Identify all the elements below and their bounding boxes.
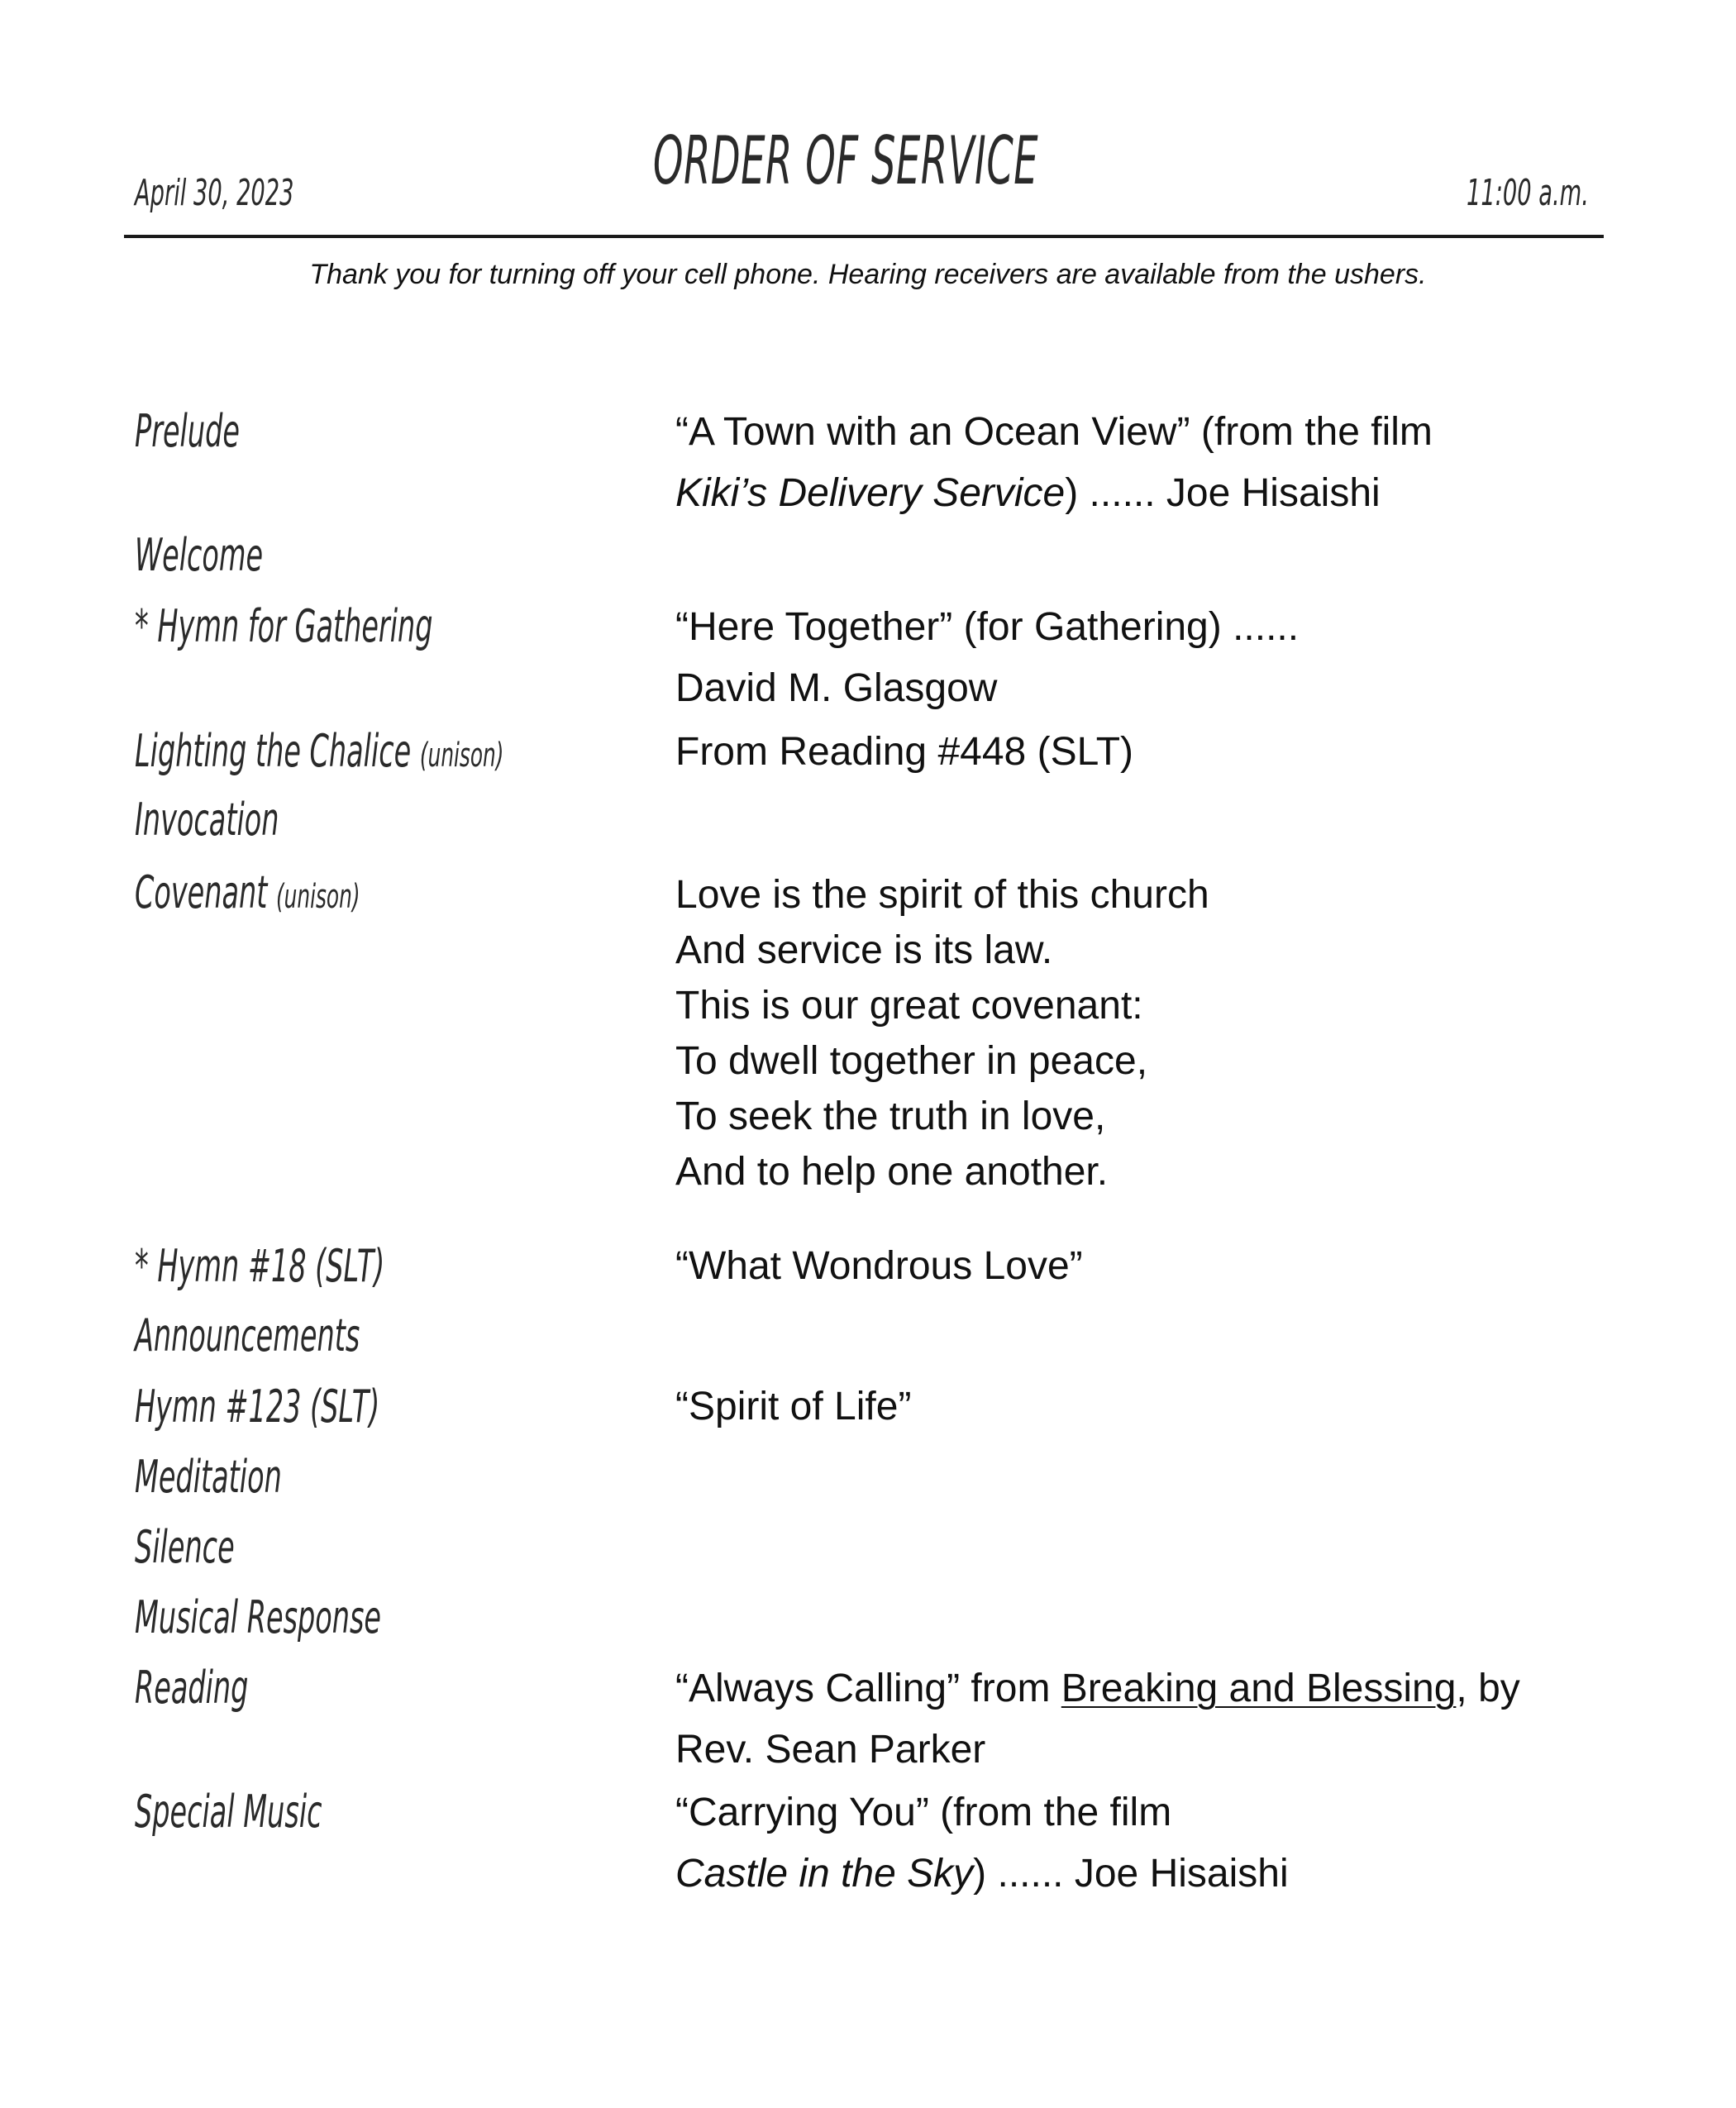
service-date: April 30, 2023 xyxy=(135,172,294,214)
label-lighting-chalice xyxy=(135,725,503,777)
covenant-line: This is our great covenant: xyxy=(675,984,1143,1028)
notice-text: Thank you for turning off your cell phone. Hearing receivers are available from the ushers. xyxy=(309,259,1427,290)
label-silence: Silence xyxy=(135,1521,235,1573)
label-reading: Reading xyxy=(135,1662,249,1714)
value-hymn-gathering xyxy=(675,597,1299,719)
covenant-line: To dwell together in peace, xyxy=(675,1039,1148,1083)
covenant-line: Love is the spirit of this church xyxy=(675,873,1209,917)
label-covenant xyxy=(135,866,360,918)
prelude-composer: ) ...... Joe Hisaishi xyxy=(1065,471,1381,515)
page-title: ORDER OF SERVICE xyxy=(653,122,1039,199)
covenant-line: And service is its law. xyxy=(675,928,1053,972)
value-special-music xyxy=(675,1782,1289,1905)
covenant-label-text: Covenant xyxy=(135,866,268,918)
value-lighting-chalice: From Reading #448 (SLT) xyxy=(675,730,1134,774)
header-divider xyxy=(124,235,1604,238)
special-music-composer: ) ...... Joe Hisaishi xyxy=(973,1852,1289,1896)
prelude-line-2 xyxy=(675,463,1433,524)
label-meditation: Meditation xyxy=(135,1451,282,1503)
chalice-unison-note: (unison) xyxy=(419,737,504,775)
hymn-gathering-line-1: “Here Together” (for Gathering) ...... xyxy=(675,605,1300,649)
hymn-gathering-line-2: David M. Glasgow xyxy=(675,666,998,710)
film-title-kiki: Kiki’s Delivery Service xyxy=(675,471,1066,515)
label-hymn-18: * Hymn #18 (SLT) xyxy=(135,1240,385,1292)
label-welcome: Welcome xyxy=(135,529,264,581)
covenant-unison-note: (unison) xyxy=(276,878,360,916)
chalice-label-text: Lighting the Chalice xyxy=(135,725,412,777)
reading-line-2: Rev. Sean Parker xyxy=(675,1728,986,1772)
label-hymn-gathering: * Hymn for Gathering xyxy=(135,600,433,652)
value-prelude xyxy=(675,402,1433,524)
service-time: 11:00 a.m. xyxy=(1467,172,1589,214)
covenant-line: And to help one another. xyxy=(675,1150,1109,1194)
label-musical-response: Musical Response xyxy=(135,1591,382,1643)
reading-line-1 xyxy=(675,1658,1520,1719)
reading-title: “Always Calling” from xyxy=(675,1667,1061,1710)
reading-by: , by xyxy=(1456,1667,1520,1710)
special-music-line-1: “Carrying You” (from the film xyxy=(675,1791,1172,1834)
film-title-castle: Castle in the Sky xyxy=(675,1852,974,1896)
covenant-line: To seek the truth in love, xyxy=(675,1095,1106,1138)
label-hymn-123: Hymn #123 (SLT) xyxy=(135,1381,380,1433)
label-announcements: Announcements xyxy=(135,1309,360,1362)
special-music-line-2 xyxy=(675,1843,1289,1905)
covenant-text xyxy=(675,867,1209,1199)
label-special-music: Special Music xyxy=(135,1786,322,1838)
prelude-line-1: “A Town with an Ocean View” (from the film xyxy=(675,410,1433,454)
label-invocation: Invocation xyxy=(135,794,279,846)
book-title: Breaking and Blessing xyxy=(1061,1667,1457,1710)
value-hymn-123: “Spirit of Life” xyxy=(675,1385,912,1428)
label-prelude: Prelude xyxy=(135,405,240,457)
value-hymn-18: “What Wondrous Love” xyxy=(675,1244,1083,1288)
value-reading xyxy=(675,1658,1520,1781)
